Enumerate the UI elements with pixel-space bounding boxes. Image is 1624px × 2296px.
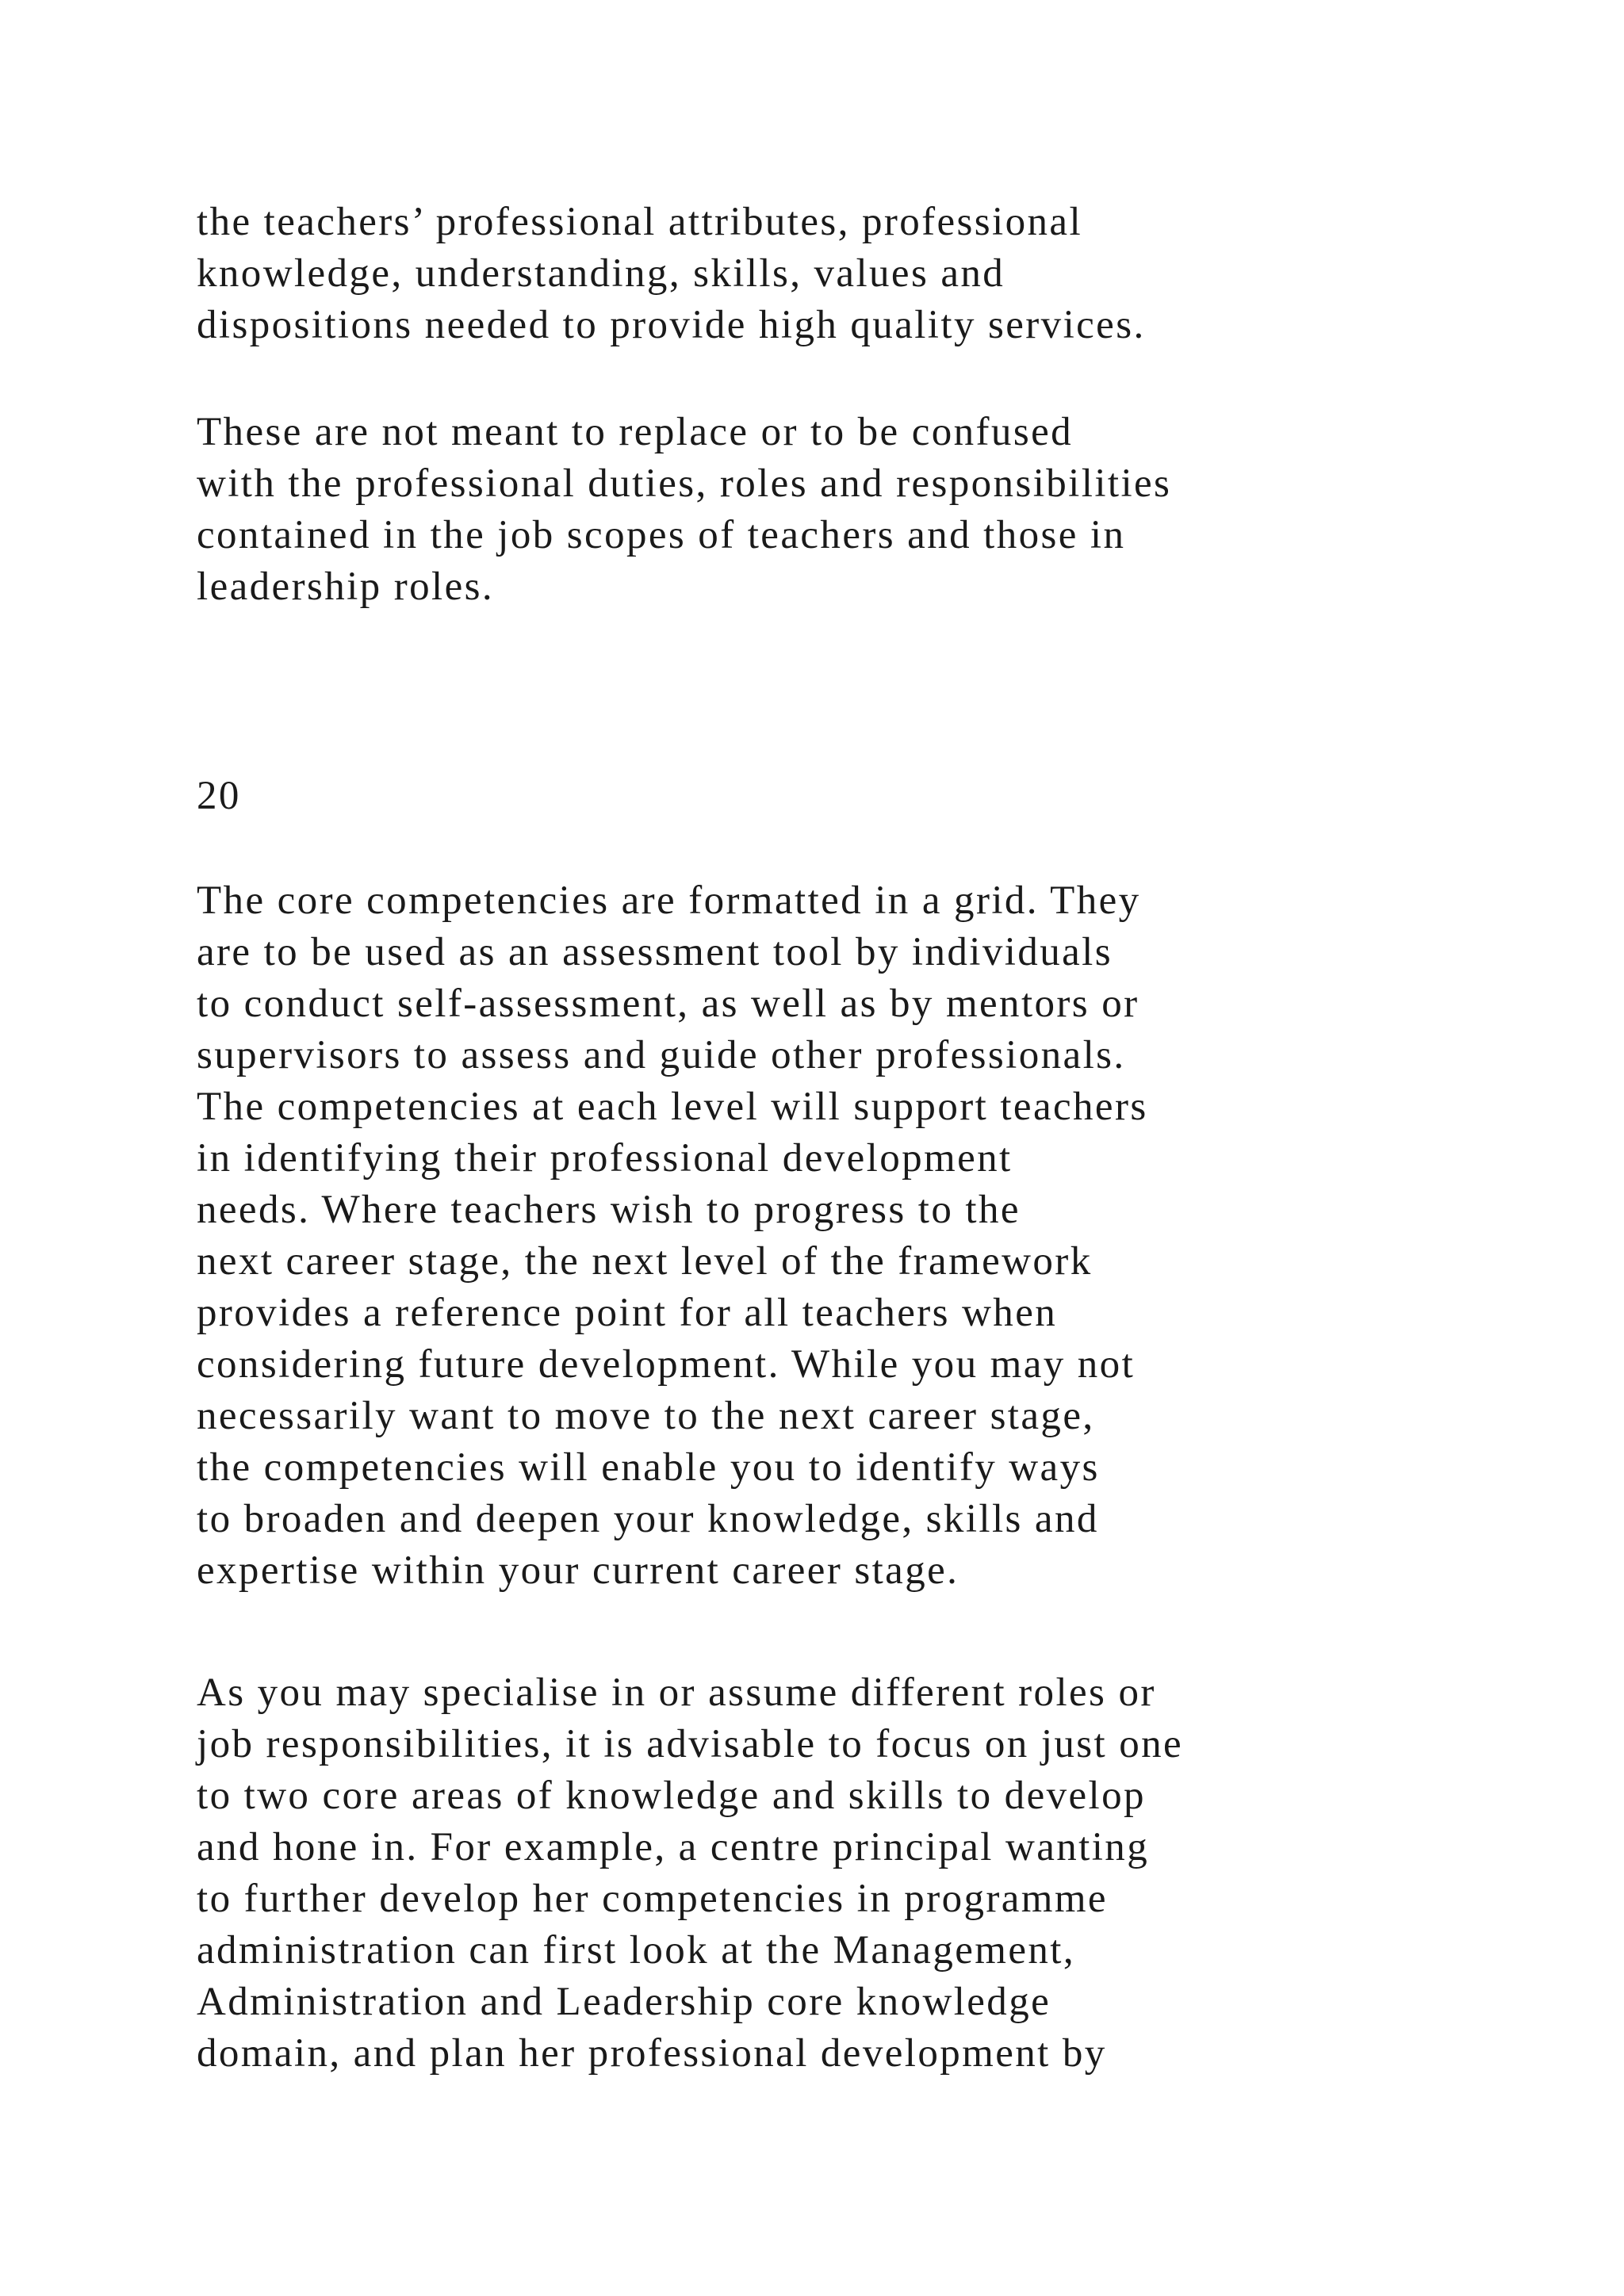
text-line: are to be used as an assessment tool by individuals [197,930,1113,974]
text-line: to further develop her competencies in programme [197,1877,1108,1921]
text-line: The core competencies are formatted in a grid. They [197,878,1141,923]
text-line: contained in the job scopes of teachers and those in [197,513,1126,557]
text-line: considering future development. While you may not [197,1342,1136,1387]
text-line: the competencies will enable you to identify ways [197,1445,1100,1490]
text-line: These are not meant to replace or to be confused [197,410,1074,454]
text-line: knowledge, understanding, skills, values and [197,251,1005,296]
text-line: needs. Where teachers wish to progress to the [197,1188,1021,1232]
text-line: provides a reference point for all teachers when [197,1291,1058,1335]
text-line: domain, and plan her professional development by [197,2031,1107,2076]
text-line: and hone in. For example, a centre principal wanting [197,1825,1150,1869]
text-line: the teachers’ professional attributes, professional [197,200,1083,244]
text-line: expertise within your current career stage. [197,1548,959,1593]
text-line: to conduct self-assessment, as well as by mentors or [197,982,1139,1026]
text-line: next career stage, the next level of the framework [197,1239,1093,1284]
text-line: job responsibilities, it is advisable to focus on just one [197,1722,1184,1766]
paragraph-3 [197,875,1592,1597]
text-line: leadership roles. [197,564,495,609]
paragraph-1 [197,197,1592,351]
text-line: administration can first look at the Management, [197,1928,1076,1973]
text-line: dispositions needed to provide high quality services. [197,303,1146,347]
text-line: supervisors to assess and guide other professionals. [197,1033,1126,1077]
text-line: to two core areas of knowledge and skills to develop [197,1774,1146,1818]
text-line: As you may specialise in or assume different roles or [197,1670,1156,1715]
paragraph-2 [197,407,1592,613]
text-line: with the professional duties, roles and responsibilities [197,461,1172,506]
text-line: Administration and Leadership core knowledge [197,1980,1051,2024]
text-line: to broaden and deepen your knowledge, skills and [197,1497,1099,1541]
paragraph-4 [197,1667,1592,2080]
page-number: 20 [197,774,241,818]
text-line: in identifying their professional development [197,1136,1013,1181]
text-line: The competencies at each level will support teachers [197,1085,1148,1129]
text-line: necessarily want to move to the next career stage, [197,1394,1095,1438]
